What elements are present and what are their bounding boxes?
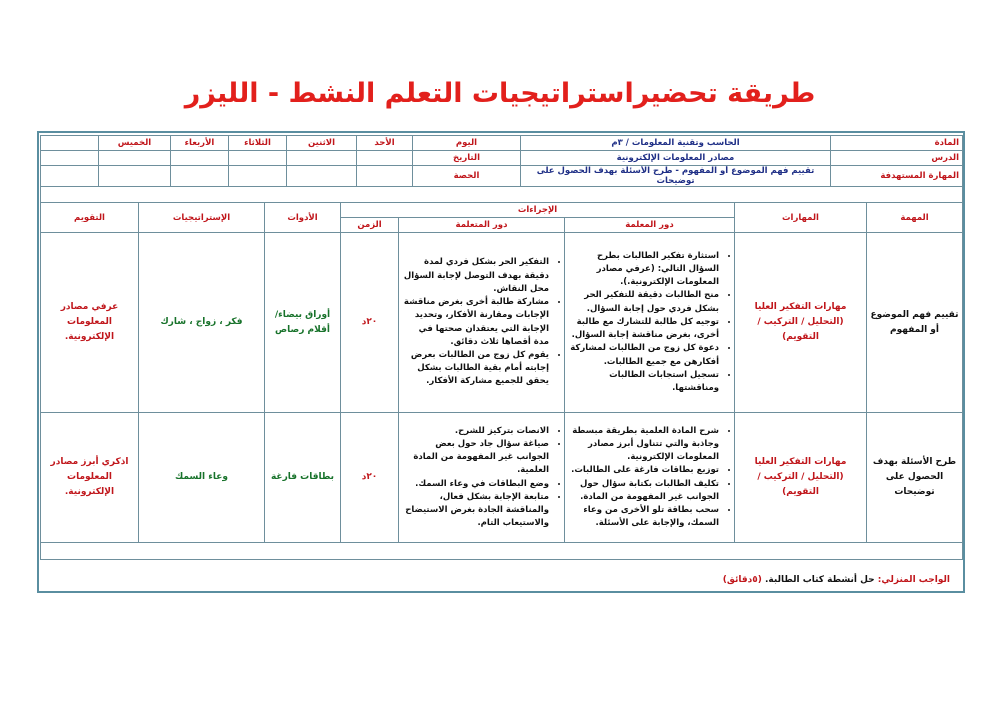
homework-duration: (٥دقائق)	[722, 575, 762, 585]
time-cell: ٢٠د	[341, 413, 399, 543]
list-item: • دعوة كل زوج من الطالبات لمشاركة أفكارهن مع جميع الطالبات.	[568, 342, 719, 368]
student-steps-list	[402, 256, 561, 388]
skill-value: تقييم فهم الموضوع أو المفهوم - طرح الأسئلة بهدف الحصول على توضيحات	[521, 166, 831, 187]
list-item: • توجيه كل طالبة للتشارك مع طالبة أخرى، بغرض مناقشة إجابة السؤال.	[568, 316, 719, 342]
table-row	[41, 233, 963, 413]
page-title: طريقة تحضيراستراتيجيات التعلم النشط - الليزر	[184, 78, 816, 109]
list-item: • صياغة سؤال جاد حول بعض الجوانب غير المفهومة من المادة العلمية.	[402, 438, 549, 478]
student-role-cell	[399, 413, 565, 543]
day-tuesday: الثلاثاء	[229, 136, 287, 151]
skill-label: المهارة المستهدفة	[831, 166, 963, 187]
plan-table	[40, 186, 963, 560]
list-item: • متابعة الإجابة بشكل فعال، والمناقشة الجادة بغرض الاستيضاح والاستيعاب التام.	[402, 491, 549, 531]
evaluation-cell: عرفي مصادر المعلومات الإلكترونية.	[41, 233, 139, 413]
tools-cell: بطاقات فارغة	[265, 413, 341, 543]
blank-cell	[41, 136, 99, 151]
list-item: • الانصات بتركيز للشرح.	[402, 425, 549, 438]
evaluation-cell: اذكري أبرز مصادر المعلومات الإلكترونية.	[41, 413, 139, 543]
time-cell: ٢٠د	[341, 233, 399, 413]
day-thursday: الخميس	[99, 136, 171, 151]
task-cell: طرح الأسئلة بهدف الحصول على توضيحات	[867, 413, 963, 543]
strategy-cell: فكر ، زواج ، شارك	[139, 233, 265, 413]
spacer-row	[41, 543, 963, 560]
info-table	[40, 135, 963, 187]
list-item: • مشاركة طالبة أخرى بغرض مناقشة الإجابات ومقارنة الأفكار، وتحديد الإجابة التي يعتقدان صحتها في مدة أقصاها ثلاث دقائق.	[402, 296, 549, 349]
day-sunday: الأحد	[357, 136, 413, 151]
list-item: • استثارة تفكير الطالبات بطرح السؤال التالي: (عرفي مصادر المعلومات الإلكترونية.).	[568, 250, 719, 290]
subject-value: الحاسب وتقنية المعلومات / ٣م	[521, 136, 831, 151]
strategy-cell: وعاء السمك	[139, 413, 265, 543]
list-item: • وضع البطاقات في وعاء السمك.	[402, 478, 549, 491]
list-item: • تسجيل استجابات الطالبات ومناقشتها.	[568, 369, 719, 395]
list-item: • تكليف الطالبات بكتابة سؤال حول الجوانب غير المفهومة من المادة.	[568, 478, 719, 504]
lesson-value: مصادر المعلومات الإلكترونية	[521, 151, 831, 166]
col-strategies: الإستراتيجيات	[139, 203, 265, 233]
day-label: اليوم	[413, 136, 521, 151]
table-row	[41, 413, 963, 543]
teacher-role-cell	[565, 233, 735, 413]
lesson-label: الدرس	[831, 151, 963, 166]
list-item: • يقوم كل زوج من الطالبات بعرض إجابته أمام بقية الطالبات بشكل يحقق للجميع مشاركة الأفكار.	[402, 349, 549, 389]
homework-label: الواجب المنزلي:	[877, 575, 950, 585]
col-evaluation: التقويم	[41, 203, 139, 233]
student-steps-list	[402, 425, 561, 531]
skills-cell: مهارات التفكير العليا (التحليل / التركيب / التقويم)	[735, 233, 867, 413]
day-wednesday: الأربعاء	[171, 136, 229, 151]
tools-cell: أوراق بيضاء/ أقلام رصاص	[265, 233, 341, 413]
col-tools: الأدوات	[265, 203, 341, 233]
col-task: المهمة	[867, 203, 963, 233]
spacer-row	[41, 187, 963, 203]
subject-label: المادة	[831, 136, 963, 151]
col-student-role: دور المتعلمة	[399, 218, 565, 233]
teacher-role-cell	[565, 413, 735, 543]
col-skills: المهارات	[735, 203, 867, 233]
list-item: • شرح المادة العلمية بطريقة مبسطة وجاذبة والتي تتناول أبرز مصادر المعلومات الإلكترونية.	[568, 425, 719, 465]
list-item: • التفكير الحر بشكل فردي لمدة دقيقة بهدف التوصل لإجابة السؤال محل النقاش.	[402, 256, 549, 296]
teacher-steps-list	[568, 250, 731, 395]
list-item: • منح الطالبات دقيقة للتفكير الحر بشكل فردي حول إجابة السؤال.	[568, 289, 719, 315]
date-label: التاريخ	[413, 151, 521, 166]
list-item: • سحب بطاقة تلو الأخرى من وعاء السمك، والإجابة على الأسئلة.	[568, 504, 719, 530]
col-procedures: الإجراءات	[341, 203, 735, 218]
task-cell: تقييم فهم الموضوع أو المفهوم	[867, 233, 963, 413]
student-role-cell	[399, 233, 565, 413]
list-item: • توزيع بطاقات فارغة على الطالبات.	[568, 464, 719, 477]
col-time: الزمن	[341, 218, 399, 233]
teacher-steps-list	[568, 425, 731, 531]
col-teacher-role: دور المعلمة	[565, 218, 735, 233]
skills-cell: مهارات التفكير العليا (التحليل / التركيب / التقويم)	[735, 413, 867, 543]
homework-line	[38, 569, 960, 591]
day-monday: الاثنين	[287, 136, 357, 151]
period-label: الحصة	[413, 166, 521, 187]
homework-text: حل أنشطة كتاب الطالبة.	[765, 575, 875, 585]
